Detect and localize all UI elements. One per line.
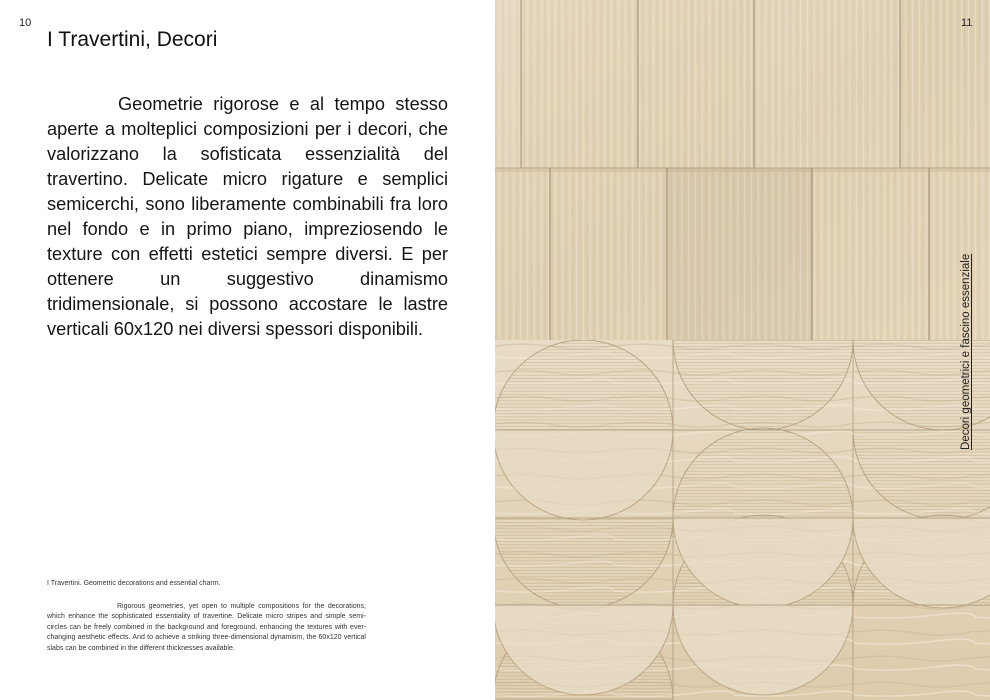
page-number-right: 11 xyxy=(961,17,973,29)
body-text: Geometrie rigorose e al tempo stesso aperte a molteplici composizioni per i decori, che valorizzano la sofisticata essenzialità del travertino. Delicate micro rigature e semplici semicerchi, sono liberamente combinabili fra loro nel fondo e in primo piano, impreziosendo le texture con effetti estetici sempre diversi. E per ottenere un suggestivo dinamismo tridimensionale, si possono accostare le lastre verticali 60x120 nei diversi spessori disponibili. xyxy=(47,94,448,339)
semicircle-decor-wall xyxy=(495,340,990,700)
section-side-label: Decori geometrici e fascino essenziale xyxy=(960,253,972,450)
caption-heading: I Travertini. Geometric decorations and essential charm. xyxy=(47,580,221,587)
page-title: I Travertini, Decori xyxy=(47,28,218,51)
caption-text: Rigorous geometries, yet open to multiple compositions for the decorations, which enhance the sophisticated essentiality of travertine. Delicate micro stripes and simple semi-circles can be freely combined in the background and foreground, enhancing the textures with ever-changing aesthetic effects. And to achieve a striking three-dimensional dynamism, the 60x120 vertical slabs can be combined in the different thicknesses available. xyxy=(47,603,366,652)
page-number-left: 10 xyxy=(19,17,32,29)
right-page xyxy=(495,0,990,700)
vertical-slab-wall xyxy=(495,0,990,340)
travertine-photo xyxy=(495,0,990,700)
